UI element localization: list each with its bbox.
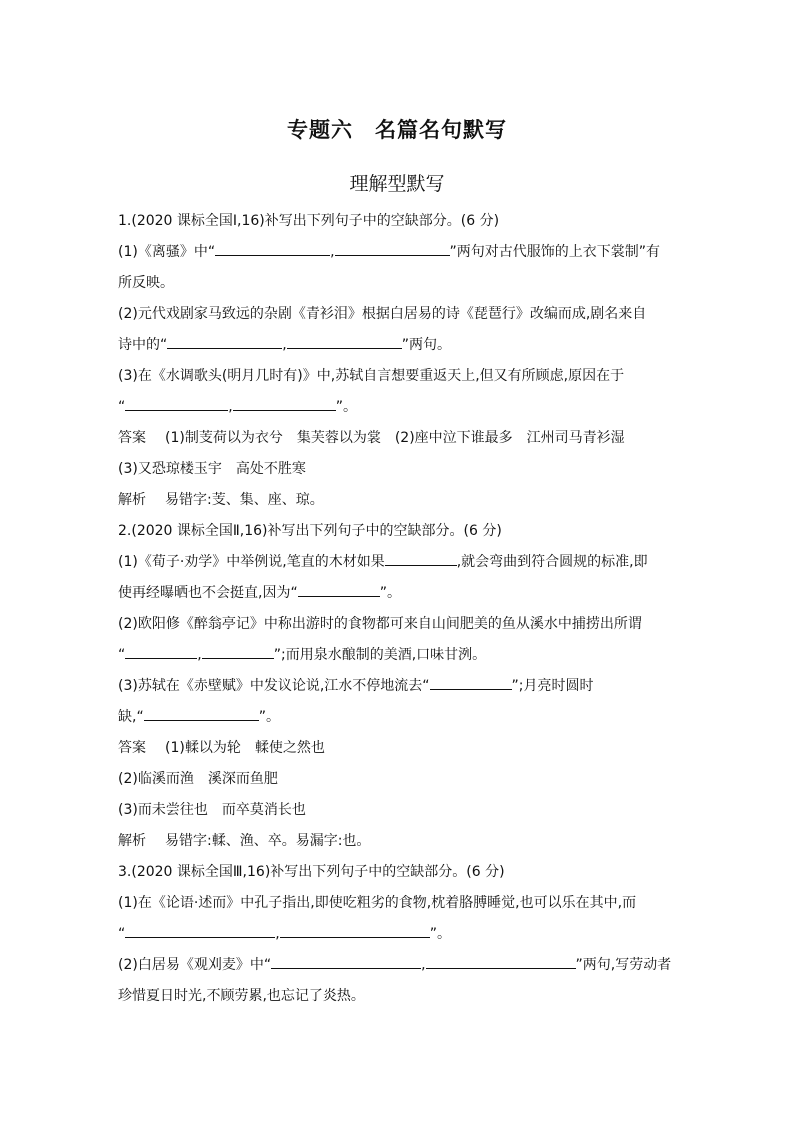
answer-blank[interactable] <box>335 240 450 256</box>
q1-analysis: 解析 易错字:芰、集、座、琼。 <box>118 492 324 508</box>
q2-part3-line2: 缺,“ ”。 <box>118 702 678 733</box>
q1-part2-line1: (2)元代戏剧家马致远的杂剧《青衫泪》根据白居易的诗《琵琶行》改编而成,剧名来自 <box>118 306 647 322</box>
q2-part1-line1: (1)《荀子·劝学》中举例说,笔直的木材如果 ,就会弯曲到符合圆规的标准,即 <box>118 547 678 578</box>
q3-part2-line1: (2)白居易《观刈麦》中“ , ”两句,写劳动者 <box>118 950 678 981</box>
q3-heading: 3.(2020 课标全国Ⅲ,16)补写出下列句子中的空缺部分。(6 分) <box>118 864 505 880</box>
section-subtitle: 理解型默写 <box>349 173 445 195</box>
answer-blank[interactable] <box>233 395 336 411</box>
answer-blank[interactable] <box>385 550 457 566</box>
answer-blank[interactable] <box>125 922 275 938</box>
q1-part3-line1: (3)在《水调歌头(明月几时有)》中,苏轼自言想要重返天上,但又有所顾虑,原因在于 <box>118 368 625 384</box>
q1-answer-cont: (3)又恐琼楼玉宇 高处不胜寒 <box>118 461 306 477</box>
q1-heading: 1.(2020 课标全国Ⅰ,16)补写出下列句子中的空缺部分。(6 分) <box>118 213 500 229</box>
answer-blank[interactable] <box>298 581 380 597</box>
q1-part1-line1: (1)《离骚》中“ , ”两句对古代服饰的上衣下裳制”有 <box>118 237 678 268</box>
q2-heading: 2.(2020 课标全国Ⅱ,16)补写出下列句子中的空缺部分。(6 分) <box>118 523 502 539</box>
q1-part2-line2: 诗中的“ , ”两句。 <box>118 330 678 361</box>
q2-answer-cont: (2)临溪而渔 溪深而鱼肥 <box>118 771 278 787</box>
document-body <box>118 206 678 1012</box>
answer-blank[interactable] <box>271 953 421 969</box>
q2-part1-line2: 使再经曝晒也不会挺直,因为“ ”。 <box>118 578 678 609</box>
answer-blank[interactable] <box>215 240 330 256</box>
q3-part1-line1: (1)在《论语·述而》中孔子指出,即使吃粗劣的食物,枕着胳膊睡觉,也可以乐在其中,而 <box>118 895 637 911</box>
q2-part3-line1: (3)苏轼在《赤壁赋》中发议论说,江水不停地流去“ ”;月亮时圆时 <box>118 671 678 702</box>
q2-part2-line2: “ , ”;而用泉水酿制的美酒,口味甘洌。 <box>118 640 678 671</box>
q2-analysis: 解析 易错字:輮、渔、卒。易漏字:也。 <box>118 833 371 849</box>
answer-blank[interactable] <box>167 333 282 349</box>
answer-blank[interactable] <box>125 643 197 659</box>
answer-blank[interactable] <box>125 395 228 411</box>
q2-answer-cont: (3)而未尝往也 而卒莫消长也 <box>118 802 306 818</box>
q1-part3-line2: “ , ”。 <box>118 392 678 423</box>
q2-answer: 答案 (1)輮以为轮 輮使之然也 <box>118 740 325 756</box>
answer-blank[interactable] <box>280 922 430 938</box>
q3-part2-line2: 珍惜夏日时光,不顾劳累,也忘记了炎热。 <box>118 988 365 1004</box>
answer-blank[interactable] <box>430 674 512 690</box>
page-title: 专题六 名篇名句默写 <box>287 118 507 142</box>
q3-part1-line2: “ , ”。 <box>118 919 678 950</box>
q2-part2-line1: (2)欧阳修《醉翁亭记》中称出游时的食物都可来自山间肥美的鱼从溪水中捕捞出所谓 <box>118 616 642 632</box>
q1-part1-line2: 所反映。 <box>118 275 174 291</box>
answer-blank[interactable] <box>202 643 274 659</box>
q1-answer: 答案 (1)制芰荷以为衣兮 集芙蓉以为裳 (2)座中泣下谁最多 江州司马青衫湿 <box>118 430 625 446</box>
answer-blank[interactable] <box>426 953 576 969</box>
answer-blank[interactable] <box>144 705 259 721</box>
answer-blank[interactable] <box>287 333 402 349</box>
